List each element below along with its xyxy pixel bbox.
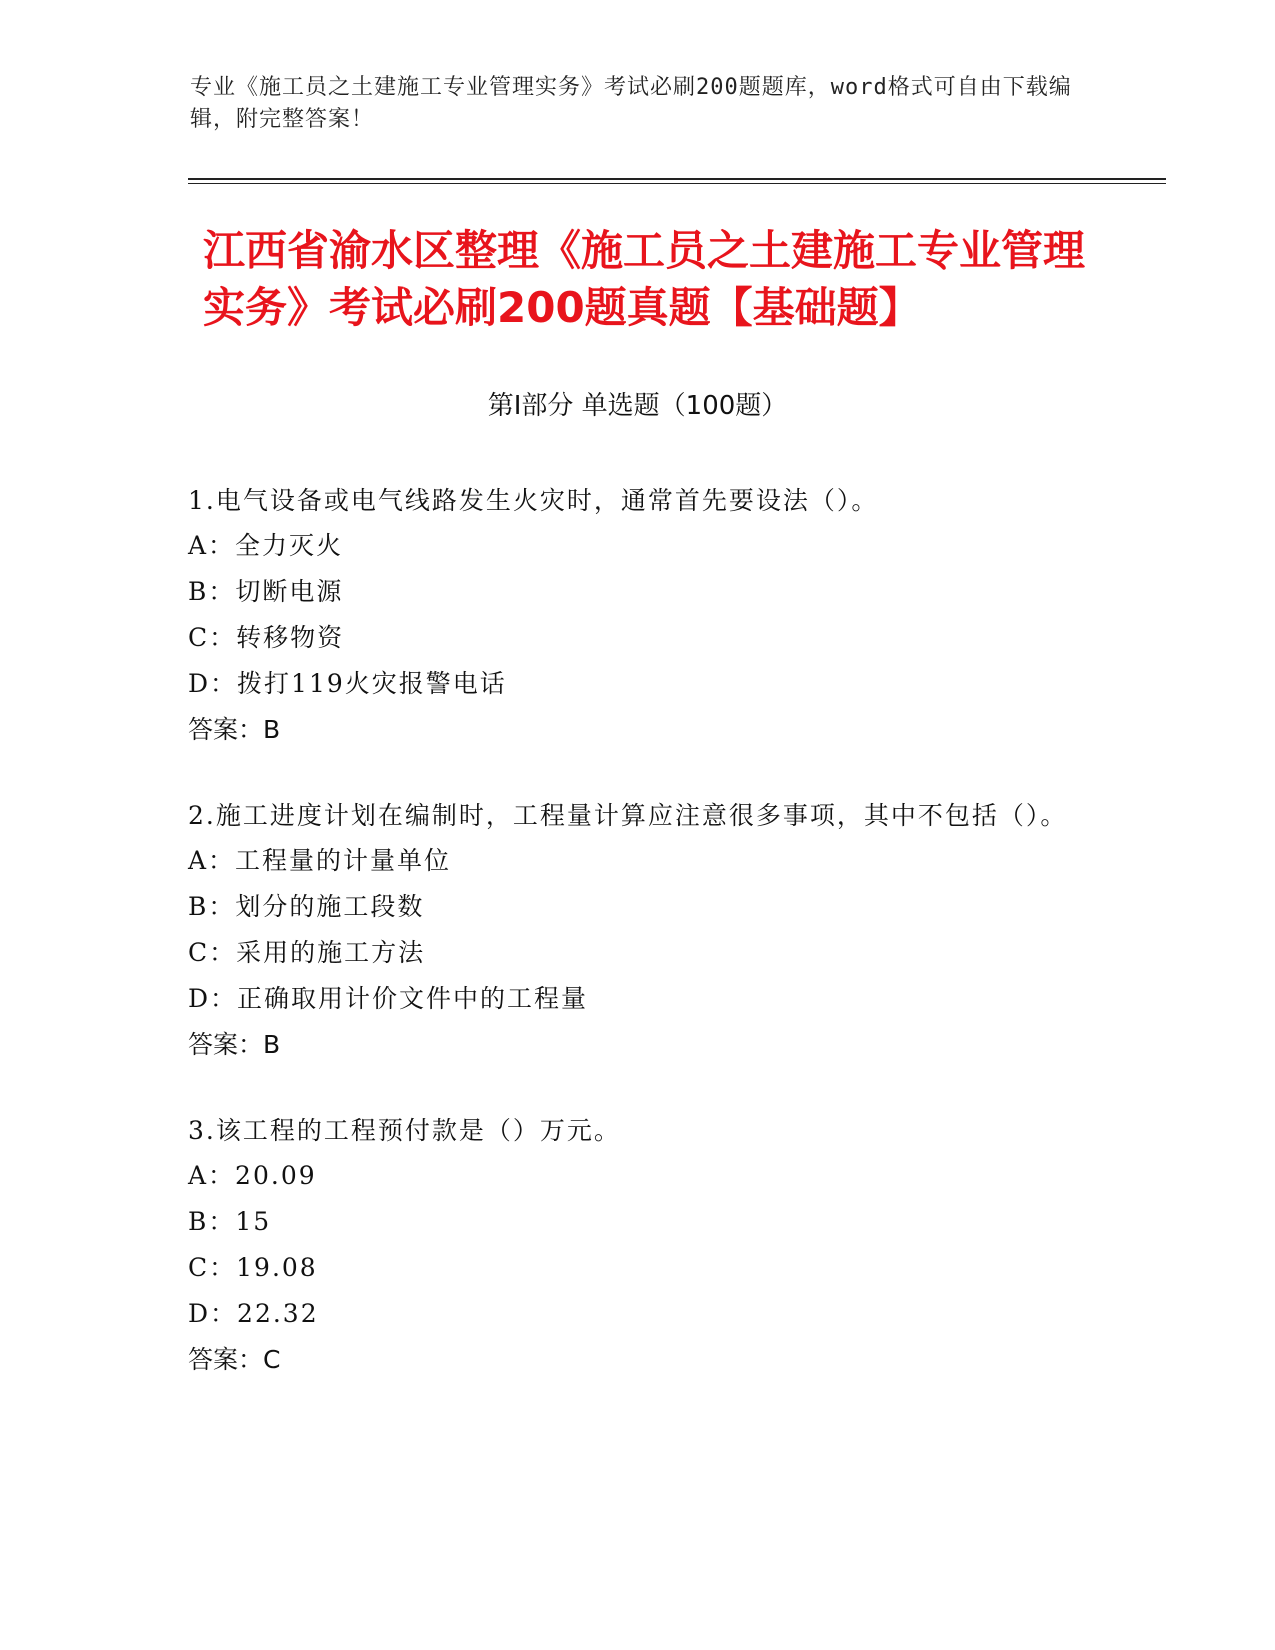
option-a: A：全力灭火 [188, 531, 344, 560]
question-2 [188, 793, 1088, 1068]
option-a: A：工程量的计量单位 [188, 846, 452, 875]
option-b: B：划分的施工段数 [188, 892, 425, 921]
question-list [188, 478, 1088, 1423]
option-b: B：切断电源 [188, 577, 344, 606]
option-c: C：转移物资 [188, 623, 345, 652]
answer-line: 答案：C [188, 1345, 281, 1374]
option-d: D：22.32 [188, 1299, 319, 1328]
question-stem: 2.施工进度计划在编制时，工程量计算应注意很多事项，其中不包括（）。 [188, 801, 1068, 830]
answer-line: 答案：B [188, 1030, 281, 1059]
header-note: 专业《施工员之土建施工专业管理实务》考试必刷200题题库，word格式可自由下载编辑，附完整答案！ [190, 75, 1072, 132]
header-divider-thin [188, 183, 1166, 184]
option-b: B：15 [188, 1207, 272, 1236]
document-title: 江西省渝水区整理《施工员之土建施工专业管理实务》考试必刷200题真题【基础题】 [203, 226, 1086, 332]
header-divider-thick [188, 178, 1166, 180]
question-3 [188, 1108, 1088, 1383]
question-1 [188, 478, 1088, 753]
option-a: A：20.09 [188, 1161, 317, 1190]
option-c: C：采用的施工方法 [188, 938, 426, 967]
section-heading: 第I部分 单选题（100题） [487, 391, 788, 421]
option-d: D：正确取用计价文件中的工程量 [188, 984, 589, 1013]
option-c: C：19.08 [188, 1253, 318, 1282]
question-stem: 3.该工程的工程预付款是（）万元。 [188, 1116, 621, 1145]
option-d: D：拨打119火灾报警电话 [188, 669, 507, 698]
answer-line: 答案：B [188, 715, 281, 744]
question-stem: 1.电气设备或电气线路发生火灾时，通常首先要设法（）。 [188, 486, 879, 515]
